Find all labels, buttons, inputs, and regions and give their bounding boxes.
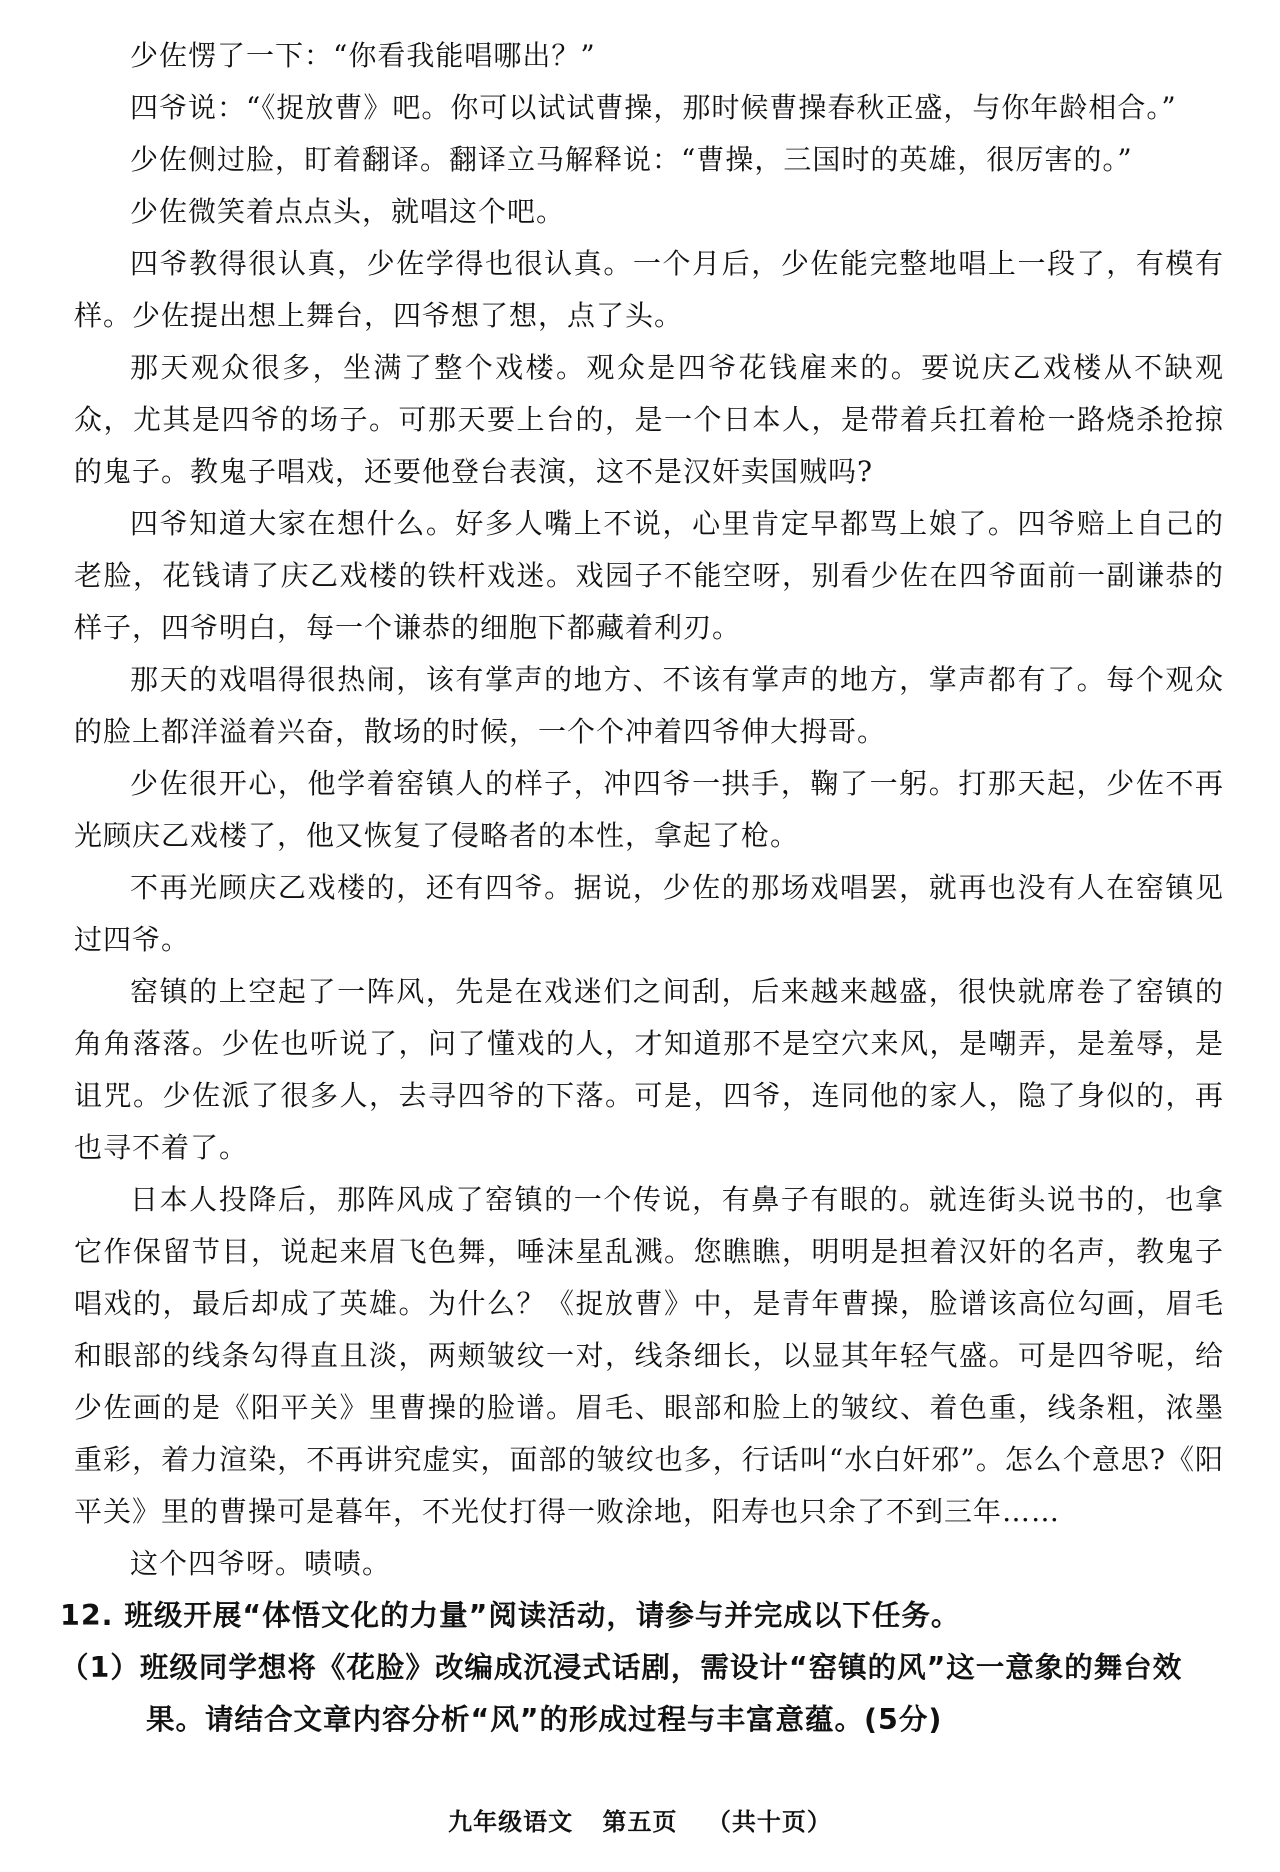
footer-total-pages: （共十页） bbox=[706, 1808, 832, 1836]
paragraph: 少佐微笑着点点头，就唱这个吧。 bbox=[130, 195, 566, 228]
paragraph: 日本人投降后，那阵风成了窑镇的一个传说，有鼻子有眼的。就连街头说书的，也拿它作保留节目，说起来眉飞色舞，唾沫星乱溅。您瞧瞧，明明是担着汉奸的名声，教鬼子唱戏的，最后却成了英雄。为什么？《捉放曹》中，是青年曹操，脸谱该高位勾画，眉毛和眼部的线条勾得直且淡，两颊皱纹一对，线条细长，以显其年轻气盛。可是四爷呢，给少佐画的是《阳平关》里曹操的脸谱。眉毛、眼部和脸上的皱纹、着色重，线条粗，浓墨重彩，着力渲染，不再讲究虚实，面部的皱纹也多，行话叫“水白奸邪”。怎么个意思?《阳平关》里的曹操可是暮年，不光仗打得一败涂地，阳寿也只余了不到三年…… bbox=[74, 1183, 1224, 1528]
reading-passage bbox=[60, 30, 1224, 1746]
paragraph: 四爷知道大家在想什么。好多人嘴上不说，心里肯定早都骂上娘了。四爷赔上自己的老脸，花钱请了庆乙戏楼的铁杆戏迷。戏园子不能空呀，别看少佐在四爷面前一副谦恭的样子，四爷明白，每一个谦恭的细胞下都藏着利刃。 bbox=[74, 507, 1224, 644]
paragraph: 四爷教得很认真，少佐学得也很认真。一个月后，少佐能完整地唱上一段了，有模有样。少佐提出想上舞台，四爷想了想，点了头。 bbox=[74, 247, 1224, 332]
paragraph: 那天观众很多，坐满了整个戏楼。观众是四爷花钱雇来的。要说庆乙戏楼从不缺观众，尤其是四爷的场子。可那天要上台的，是一个日本人，是带着兵扛着枪一路烧杀抢掠的鬼子。教鬼子唱戏，还要他登台表演，这不是汉奸卖国贼吗? bbox=[74, 351, 1224, 488]
paragraph: 窑镇的上空起了一阵风，先是在戏迷们之间刮，后来越来越盛，很快就席卷了窑镇的角角落落。少佐也听说了，问了懂戏的人，才知道那不是空穴来风，是嘲弄，是羞辱，是诅咒。少佐派了很多人，去寻四爷的下落。可是，四爷，连同他的家人，隐了身似的，再也寻不着了。 bbox=[74, 975, 1224, 1164]
paragraph: 少佐侧过脸，盯着翻译。翻译立马解释说：“曹操，三国时的英雄，很厉害的。” bbox=[130, 143, 1133, 176]
footer-page-number: 第五页 bbox=[602, 1808, 678, 1836]
paragraph: 少佐很开心，他学着窑镇人的样子，冲四爷一拱手，鞠了一躬。打那天起，少佐不再光顾庆乙戏楼了，他又恢复了侵略者的本性，拿起了枪。 bbox=[74, 767, 1224, 852]
paragraph: 不再光顾庆乙戏楼的，还有四爷。据说，少佐的那场戏唱罢，就再也没有人在窑镇见过四爷。 bbox=[74, 871, 1224, 956]
question-12-sub1: （1）班级同学想将《花脸》改编成沉浸式话剧，需设计“窑镇的风”这一意象的舞台效果。请结合文章内容分析“风”的形成过程与丰富意蕴。(5分) bbox=[60, 1651, 1183, 1736]
paragraph: 少佐愣了一下：“你看我能唱哪出？” bbox=[130, 39, 596, 72]
footer-subject: 九年级语文 bbox=[448, 1808, 574, 1836]
paragraph: 四爷说：“《捉放曹》吧。你可以试试曹操，那时候曹操春秋正盛，与你年龄相合。” bbox=[130, 91, 1177, 124]
question-12-stem: 12. 班级开展“体悟文化的力量”阅读活动，请参与并完成以下任务。 bbox=[60, 1599, 961, 1632]
paragraph: 这个四爷呀。啧啧。 bbox=[130, 1547, 392, 1580]
page-footer bbox=[0, 1802, 1280, 1837]
paragraph: 那天的戏唱得很热闹，该有掌声的地方、不该有掌声的地方，掌声都有了。每个观众的脸上都洋溢着兴奋，散场的时候，一个个冲着四爷伸大拇哥。 bbox=[74, 663, 1224, 748]
